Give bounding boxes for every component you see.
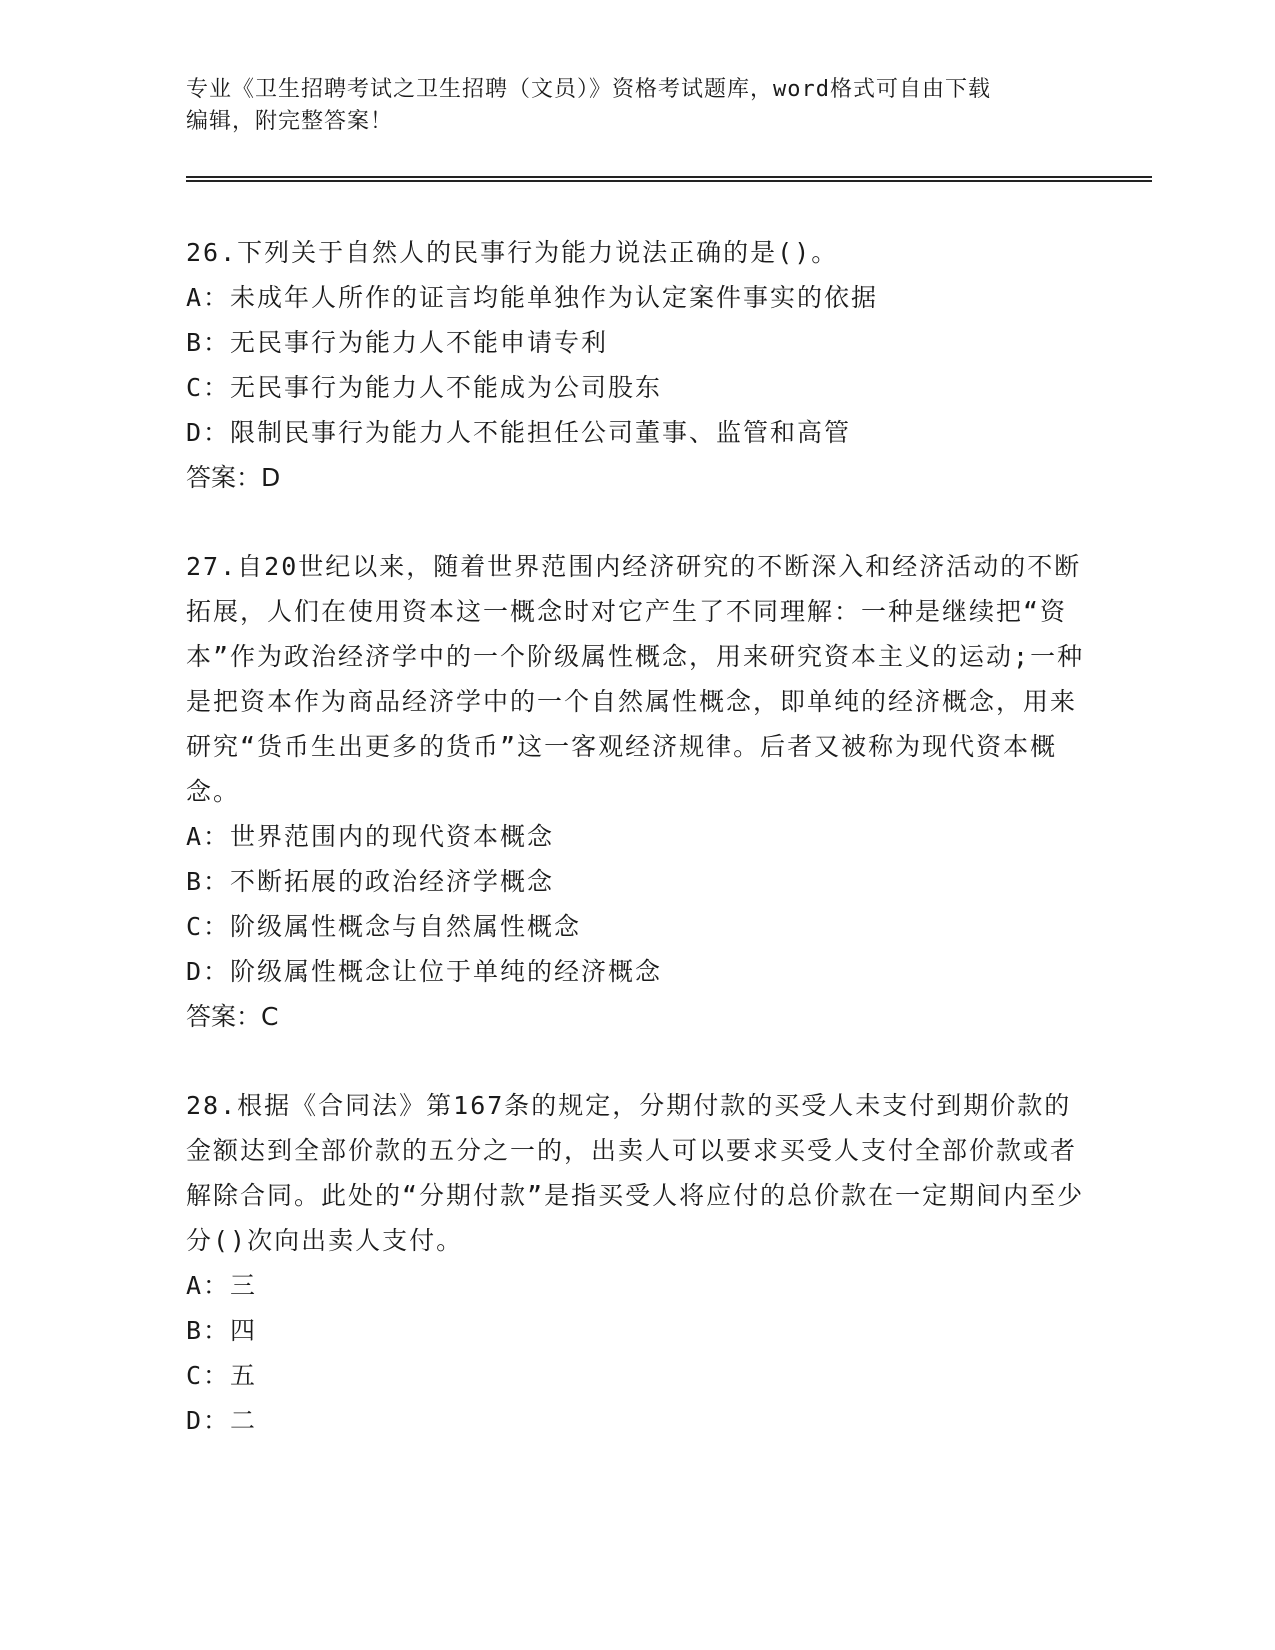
header-line-2: 编辑，附完整答案！: [186, 109, 394, 134]
answer-line: 答案：C: [186, 1002, 279, 1031]
header-double-rule: [186, 176, 1152, 182]
question-26: [186, 230, 1086, 500]
question-stem: 26.下列关于自然人的民事行为能力说法正确的是()。: [186, 238, 839, 267]
option-a: A：未成年人所作的证言均能单独作为认定案件事实的依据: [186, 283, 879, 312]
answer-line: 答案：D: [186, 463, 281, 492]
option-a: A：世界范围内的现代资本概念: [186, 822, 555, 851]
option-d: D：限制民事行为能力人不能担任公司董事、监管和高管: [186, 418, 852, 447]
option-d: D：阶级属性概念让位于单纯的经济概念: [186, 957, 663, 986]
option-b: B：无民事行为能力人不能申请专利: [186, 328, 609, 357]
header-line-1: 专业《卫生招聘考试之卫生招聘（文员）》资格考试题库，word格式可自由下载: [186, 77, 991, 102]
document-header: [186, 74, 1066, 138]
question-27: [186, 544, 1086, 1039]
option-b: B：不断拓展的政治经济学概念: [186, 867, 555, 896]
question-list: [186, 230, 1086, 1487]
option-c: C：五: [186, 1361, 258, 1390]
question-28: [186, 1083, 1086, 1443]
question-stem: 28.根据《合同法》第167条的规定，分期付款的买受人未支付到期价款的金额达到全部价款的五分之一的，出卖人可以要求买受人支付全部价款或者解除合同。此处的“分期付款”是指买受人将应付的总价款在一定期间内至少分()次向出卖人支付。: [186, 1091, 1085, 1255]
question-stem: 27.自20世纪以来，随着世界范围内经济研究的不断深入和经济活动的不断拓展，人们在使用资本这一概念时对它产生了不同理解：一种是继续把“资本”作为政治经济学中的一个阶级属性概念，用来研究资本主义的运动;一种是把资本作为商品经济学中的一个自然属性概念，即单纯的经济概念，用来研究“货币生出更多的货币”这一客观经济规律。后者又被称为现代资本概念。: [186, 552, 1085, 806]
option-a: A：三: [186, 1271, 258, 1300]
option-c: C：阶级属性概念与自然属性概念: [186, 912, 582, 941]
option-c: C：无民事行为能力人不能成为公司股东: [186, 373, 663, 402]
option-b: B：四: [186, 1316, 258, 1345]
option-d: D：二: [186, 1406, 258, 1435]
